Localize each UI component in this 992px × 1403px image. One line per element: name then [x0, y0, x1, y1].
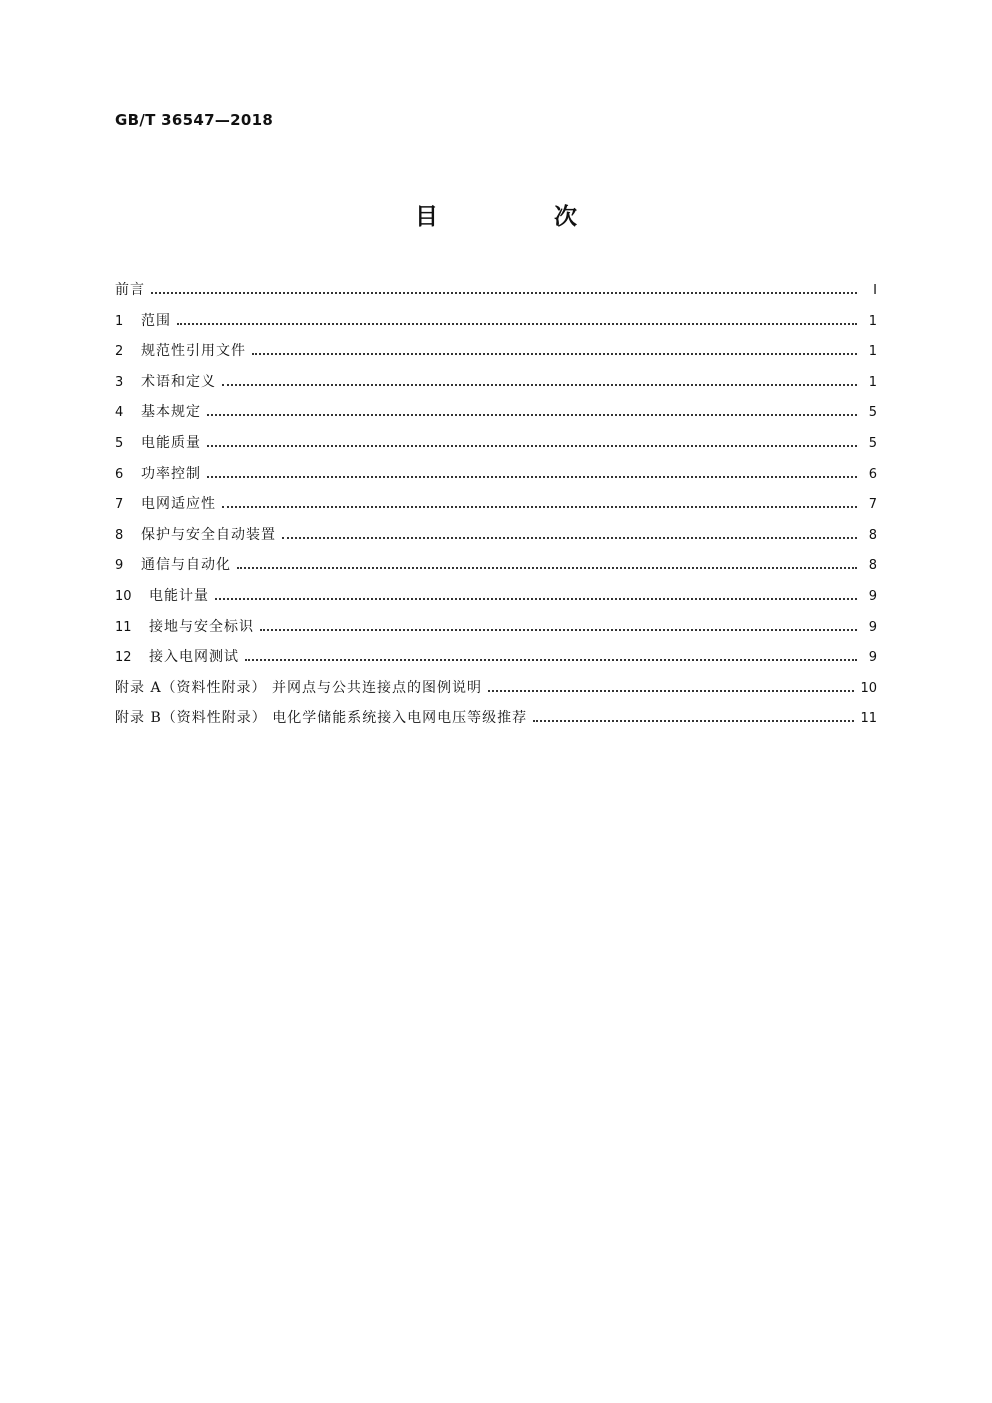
page-title: 目 次 — [414, 204, 631, 230]
toc-entry-number: 4 — [115, 405, 124, 421]
toc-entry-12[interactable] — [115, 646, 877, 677]
toc-entry-number: 12 — [115, 650, 132, 666]
toc-entry-7[interactable] — [115, 493, 877, 524]
toc-entry-label: 范围 — [141, 312, 171, 329]
table-of-contents — [115, 279, 877, 738]
toc-entry-9[interactable] — [115, 554, 877, 585]
dot-leader — [237, 566, 857, 569]
dot-leader — [207, 475, 857, 478]
toc-entry-number: 2 — [115, 344, 124, 360]
toc-entry-10[interactable] — [115, 585, 877, 616]
toc-entry-page: 9 — [868, 588, 877, 604]
toc-entry-page: 8 — [868, 527, 877, 543]
dot-leader — [260, 628, 857, 631]
toc-entry-number: 8 — [115, 527, 124, 543]
toc-entry-label: 附录 B（资料性附录） 电化学储能系统接入电网电压等级推荐 — [115, 710, 528, 727]
toc-entry-label: 功率控制 — [141, 465, 201, 482]
dot-leader — [245, 658, 857, 661]
toc-entry-label: 附录 A（资料性附录） 并网点与公共连接点的图例说明 — [115, 679, 483, 696]
toc-entry-page: 7 — [868, 497, 877, 513]
toc-entry-number: 1 — [115, 313, 124, 329]
toc-entry-label: 保护与安全自动装置 — [141, 526, 276, 543]
toc-entry-4[interactable] — [115, 401, 877, 432]
toc-entry-number: 10 — [115, 588, 132, 604]
toc-entry-label: 电能质量 — [141, 434, 201, 451]
dot-leader — [151, 291, 857, 294]
toc-entry-label: 基本规定 — [141, 404, 201, 421]
toc-entry-page: 9 — [868, 619, 877, 635]
toc-entry-appendix-a[interactable] — [115, 677, 877, 708]
toc-entry-number: 11 — [115, 619, 132, 635]
toc-entry-appendix-b[interactable] — [115, 707, 877, 738]
toc-entry-8[interactable] — [115, 524, 877, 555]
toc-entry-1[interactable] — [115, 310, 877, 341]
toc-entry-page: 9 — [868, 650, 877, 666]
toc-entry-label: 术语和定义 — [141, 373, 216, 390]
toc-entry-label: 接入电网测试 — [149, 649, 239, 666]
toc-entry-page: 1 — [868, 374, 877, 390]
toc-entry-number: 5 — [115, 435, 124, 451]
toc-entry-label: 规范性引用文件 — [141, 343, 246, 360]
toc-entry-page: 6 — [868, 466, 877, 482]
toc-entry-label: 电网适应性 — [141, 496, 216, 513]
dot-leader — [533, 719, 854, 722]
dot-leader — [222, 383, 857, 386]
toc-entry-11[interactable] — [115, 616, 877, 647]
dot-leader — [282, 536, 857, 539]
toc-entry-5[interactable] — [115, 432, 877, 463]
toc-entry-page: 10 — [860, 680, 877, 696]
dot-leader — [207, 444, 857, 447]
toc-entry-2[interactable] — [115, 340, 877, 371]
toc-entry-label: 前言 — [115, 282, 145, 298]
toc-entry-page: 11 — [860, 711, 877, 727]
toc-entry-page: 1 — [868, 313, 877, 329]
dot-leader — [215, 597, 857, 600]
toc-entry-number: 6 — [115, 466, 124, 482]
dot-leader — [252, 352, 857, 355]
toc-entry-number: 9 — [115, 558, 124, 574]
dot-leader — [488, 689, 854, 692]
toc-entry-label: 接地与安全标识 — [149, 618, 254, 635]
toc-entry-6[interactable] — [115, 463, 877, 494]
toc-entry-label: 电能计量 — [149, 587, 209, 604]
toc-entry-number: 7 — [115, 497, 124, 513]
dot-leader — [177, 322, 857, 325]
toc-entry-page: 5 — [868, 405, 877, 421]
toc-entry-page: Ⅰ — [873, 283, 877, 298]
toc-entry-page: 1 — [868, 344, 877, 360]
toc-entry-page: 5 — [868, 435, 877, 451]
toc-entry-label: 通信与自动化 — [141, 557, 231, 574]
toc-entry-3[interactable] — [115, 371, 877, 402]
toc-entry-number: 3 — [115, 374, 124, 390]
toc-entry-page: 8 — [868, 558, 877, 574]
standard-code: GB/T 36547—2018 — [115, 111, 274, 129]
dot-leader — [207, 413, 857, 416]
toc-entry-foreword[interactable] — [115, 279, 877, 310]
dot-leader — [222, 505, 857, 508]
